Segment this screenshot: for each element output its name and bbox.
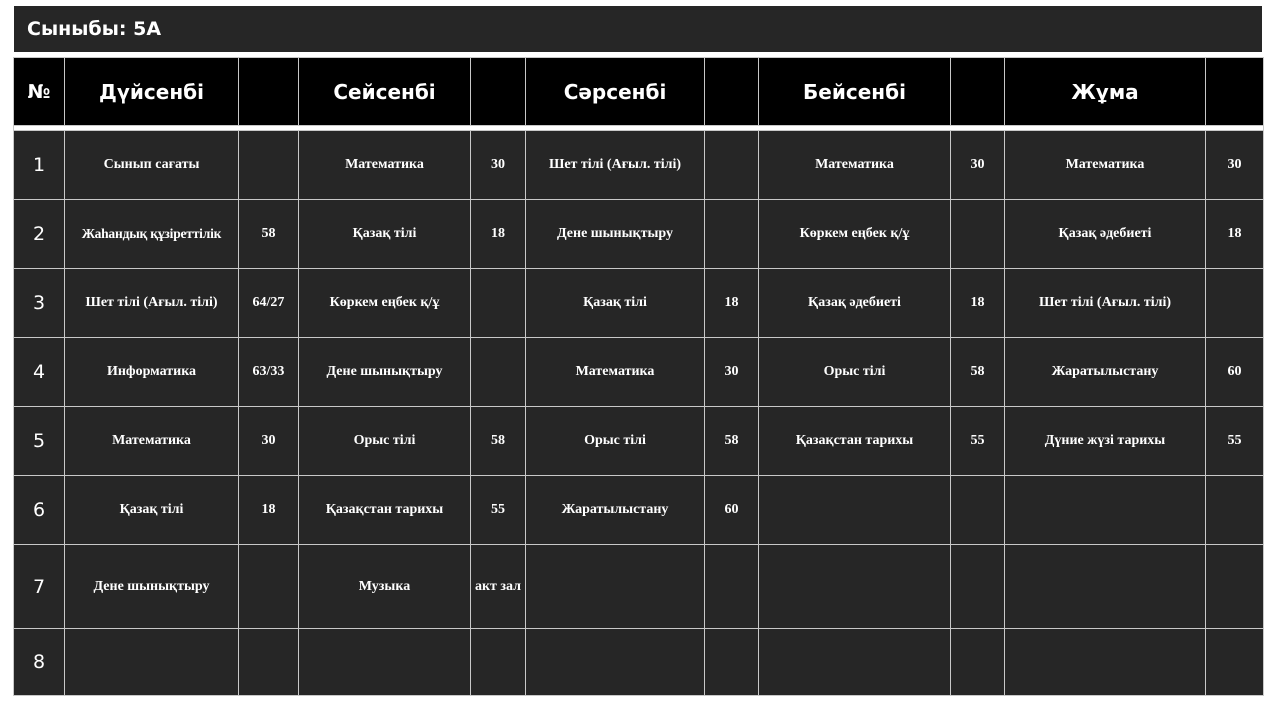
room-cell: 55 xyxy=(1206,407,1264,476)
room-cell xyxy=(951,629,1005,696)
subject-cell xyxy=(759,545,951,629)
subject-cell: Жаһандық құзіреттілік xyxy=(65,200,239,269)
room-cell xyxy=(951,545,1005,629)
header-room-monday xyxy=(239,58,299,126)
lesson-number: 6 xyxy=(14,476,65,545)
table-row xyxy=(14,338,1264,407)
room-cell: 18 xyxy=(951,269,1005,338)
subject-cell: Математика xyxy=(1005,131,1206,200)
room-cell xyxy=(1206,476,1264,545)
room-cell xyxy=(705,200,759,269)
subject-cell xyxy=(526,629,705,696)
room-cell xyxy=(239,131,299,200)
subject-cell: Дене шынықтыру xyxy=(526,200,705,269)
subject-cell: Көркем еңбек қ/ұ xyxy=(759,200,951,269)
subject-cell: Қазақ тілі xyxy=(65,476,239,545)
lesson-number: 3 xyxy=(14,269,65,338)
room-cell: 18 xyxy=(705,269,759,338)
subject-cell xyxy=(65,629,239,696)
table-row xyxy=(14,200,1264,269)
table-row xyxy=(14,269,1264,338)
room-cell xyxy=(951,200,1005,269)
subject-cell: Орыс тілі xyxy=(526,407,705,476)
subject-cell xyxy=(1005,545,1206,629)
subject-cell: Дене шынықтыру xyxy=(299,338,471,407)
lesson-number: 7 xyxy=(14,545,65,629)
table-row xyxy=(14,545,1264,629)
room-cell xyxy=(951,476,1005,545)
room-cell: 30 xyxy=(1206,131,1264,200)
room-cell: 30 xyxy=(239,407,299,476)
room-cell xyxy=(705,131,759,200)
subject-cell: Шет тілі (Ағыл. тілі) xyxy=(65,269,239,338)
room-cell: 58 xyxy=(471,407,526,476)
table-row xyxy=(14,131,1264,200)
room-cell: 64/27 xyxy=(239,269,299,338)
room-cell xyxy=(239,629,299,696)
subject-cell xyxy=(1005,629,1206,696)
schedule-table xyxy=(13,57,1264,696)
table-row xyxy=(14,407,1264,476)
header-row xyxy=(14,58,1264,126)
room-cell: 58 xyxy=(705,407,759,476)
subject-cell: Жаратылыстану xyxy=(1005,338,1206,407)
subject-cell xyxy=(299,629,471,696)
header-day-thursday: Бейсенбі xyxy=(759,58,951,126)
subject-cell: Дене шынықтыру xyxy=(65,545,239,629)
subject-cell: Қазақ тілі xyxy=(299,200,471,269)
room-label: акт зал xyxy=(474,579,522,594)
room-cell: 18 xyxy=(239,476,299,545)
room-cell xyxy=(471,629,526,696)
room-cell: 18 xyxy=(471,200,526,269)
subject-cell: Орыс тілі xyxy=(759,338,951,407)
header-room-thursday xyxy=(951,58,1005,126)
room-cell xyxy=(1206,269,1264,338)
subject-cell: Музыка xyxy=(299,545,471,629)
room-cell: 58 xyxy=(239,200,299,269)
subject-cell: Математика xyxy=(759,131,951,200)
room-cell xyxy=(471,545,526,629)
room-cell: 30 xyxy=(705,338,759,407)
subject-cell: Орыс тілі xyxy=(299,407,471,476)
class-title: Сыныбы: 5А xyxy=(14,6,1262,52)
room-cell: 60 xyxy=(705,476,759,545)
header-room-friday xyxy=(1206,58,1264,126)
subject-cell: Қазақ әдебиеті xyxy=(759,269,951,338)
subject-cell: Информатика xyxy=(65,338,239,407)
subject-cell: Қазақстан тарихы xyxy=(299,476,471,545)
header-day-friday: Жұма xyxy=(1005,58,1206,126)
table-row xyxy=(14,476,1264,545)
header-day-monday: Дүйсенбі xyxy=(65,58,239,126)
subject-cell: Қазақ әдебиеті xyxy=(1005,200,1206,269)
room-cell: 55 xyxy=(471,476,526,545)
subject-cell: Математика xyxy=(65,407,239,476)
room-cell: 18 xyxy=(1206,200,1264,269)
room-cell: 63/33 xyxy=(239,338,299,407)
subject-cell: Шет тілі (Ағыл. тілі) xyxy=(526,131,705,200)
header-day-wednesday: Сәрсенбі xyxy=(526,58,705,126)
room-cell: 30 xyxy=(471,131,526,200)
header-room-tuesday xyxy=(471,58,526,126)
subject-cell: Шет тілі (Ағыл. тілі) xyxy=(1005,269,1206,338)
header-room-wednesday xyxy=(705,58,759,126)
lesson-number: 1 xyxy=(14,131,65,200)
header-day-tuesday: Сейсенбі xyxy=(299,58,471,126)
room-cell: 58 xyxy=(951,338,1005,407)
subject-cell: Көркем еңбек қ/ұ xyxy=(299,269,471,338)
subject-cell: Қазақстан тарихы xyxy=(759,407,951,476)
subject-cell xyxy=(759,476,951,545)
room-cell xyxy=(471,338,526,407)
lesson-number: 4 xyxy=(14,338,65,407)
room-cell xyxy=(705,545,759,629)
lesson-number: 5 xyxy=(14,407,65,476)
subject-cell: Математика xyxy=(526,338,705,407)
subject-cell: Сынып сағаты xyxy=(65,131,239,200)
subject-cell xyxy=(526,545,705,629)
room-cell: 55 xyxy=(951,407,1005,476)
lesson-number: 2 xyxy=(14,200,65,269)
room-cell xyxy=(239,545,299,629)
room-cell: 60 xyxy=(1206,338,1264,407)
subject-cell: Математика xyxy=(299,131,471,200)
room-cell xyxy=(705,629,759,696)
room-cell: 30 xyxy=(951,131,1005,200)
lesson-number: 8 xyxy=(14,629,65,696)
subject-cell: Жаратылыстану xyxy=(526,476,705,545)
header-number: № xyxy=(14,58,65,126)
room-cell xyxy=(471,269,526,338)
subject-cell xyxy=(759,629,951,696)
subject-cell: Дүние жүзі тарихы xyxy=(1005,407,1206,476)
room-cell xyxy=(1206,629,1264,696)
subject-cell xyxy=(1005,476,1206,545)
table-row xyxy=(14,629,1264,696)
room-cell xyxy=(1206,545,1264,629)
subject-cell: Қазақ тілі xyxy=(526,269,705,338)
